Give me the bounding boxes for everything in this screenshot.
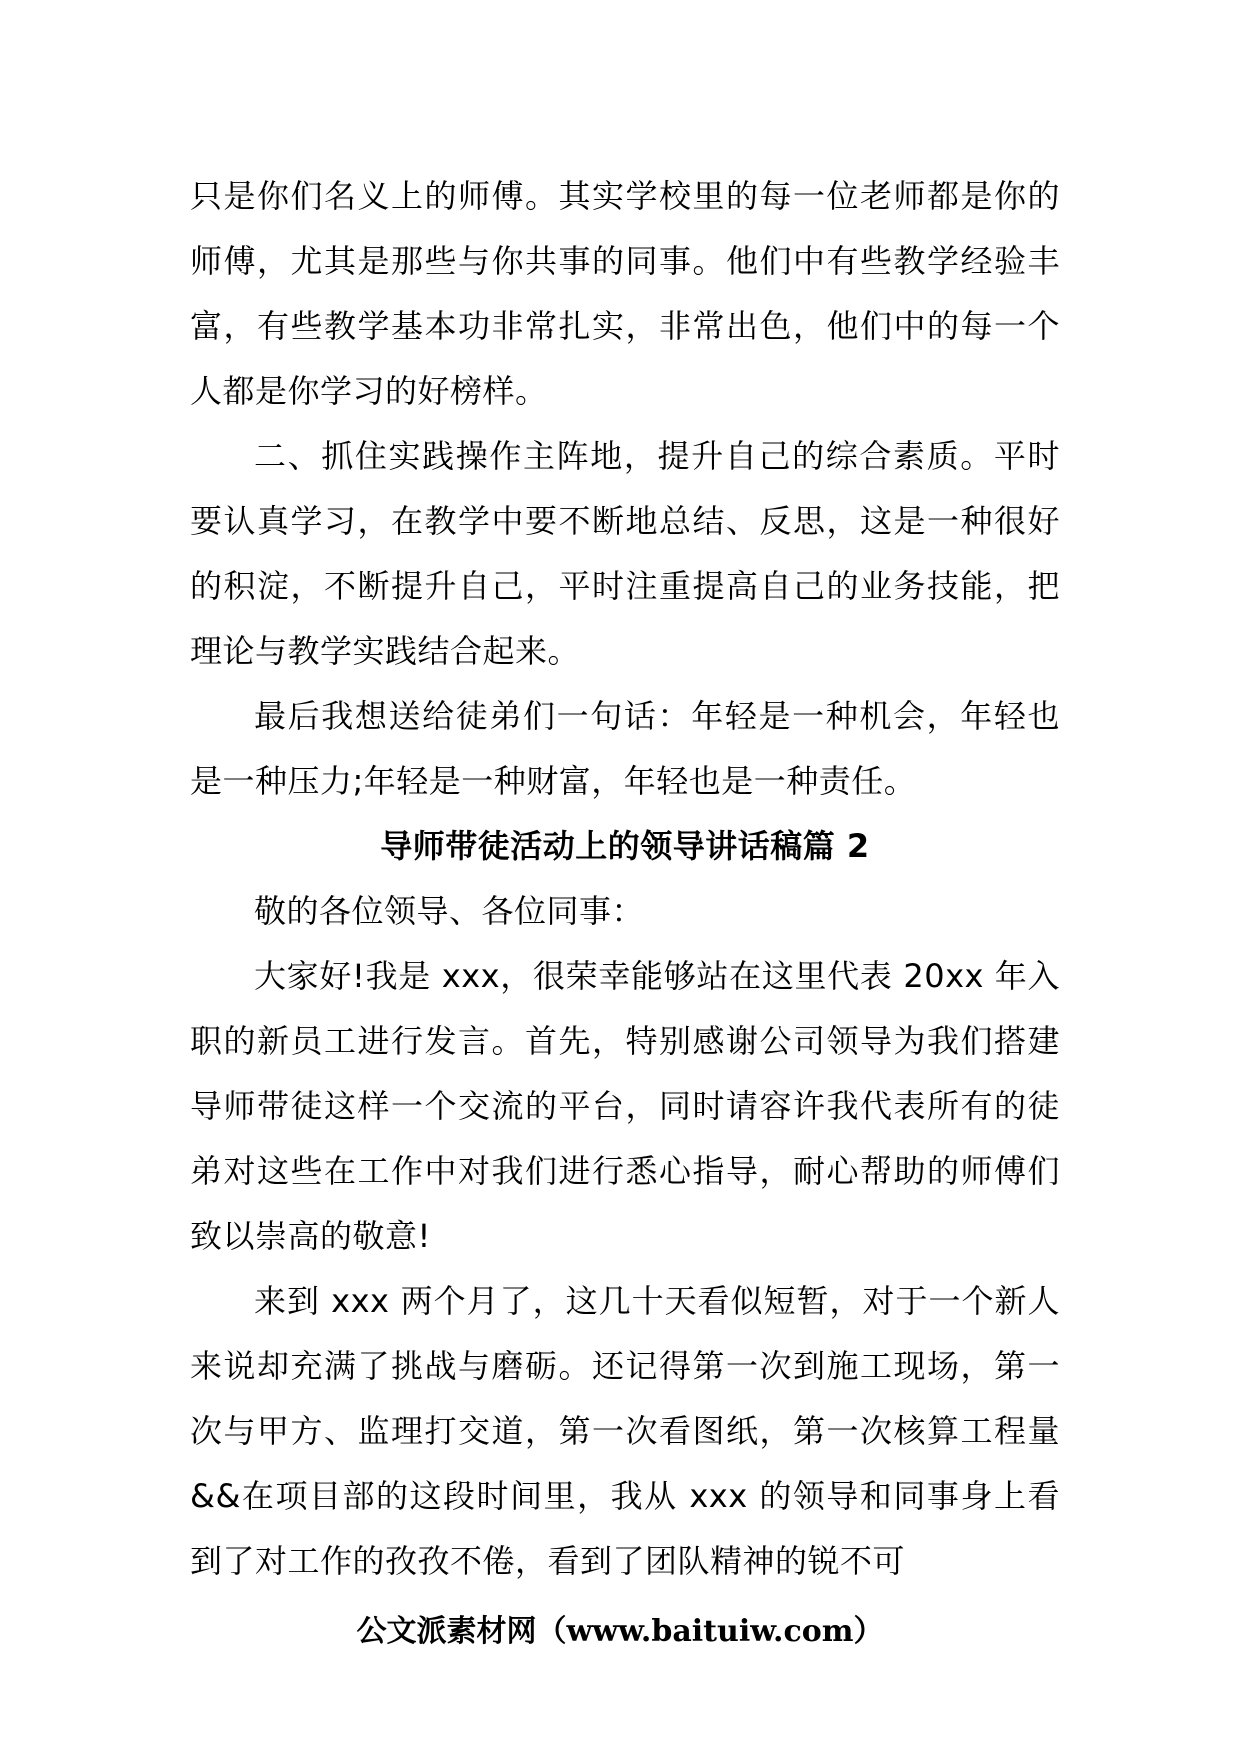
document-body xyxy=(190,164,1060,1594)
paragraph-3: 最后我想送给徒弟们一句话：年轻是一种机会，年轻也是一种压力;年轻是一种财富，年轻也是一种责任。 xyxy=(190,697,1060,800)
paragraph-2: 二、抓住实践操作主阵地，提升自己的综合素质。平时要认真学习，在教学中要不断地总结、反思，这是一种很好的积淀，不断提升自己，平时注重提高自己的业务技能，把理论与教学实践结合起来。 xyxy=(190,437,1060,670)
footer-source: 公文派素材网（www.baituiw.com） xyxy=(356,1614,884,1649)
paragraph-4: 敬的各位领导、各位同事： xyxy=(254,892,645,930)
paragraph-5: 大家好!我是 xxx，很荣幸能够站在这里代表 20xx 年入职的新员工进行发言。首先，特别感谢公司领导为我们搭建导师带徒这样一个交流的平台，同时请容许我代表所有的徒弟对这些在工作中对我们进行悉心指导，耐心帮助的师傅们致以崇高的敬意! xyxy=(190,957,1060,1255)
paragraph-6: 来到 xxx 两个月了，这几十天看似短暂，对于一个新人来说却充满了挑战与磨砺。还记得第一次到施工现场，第一次与甲方、监理打交道，第一次看图纸，第一次核算工程量&&在项目部的这段时间里，我从 xxx 的领导和同事身上看到了对工作的孜孜不倦，看到了团队精神的锐不可 xyxy=(190,1282,1060,1580)
section-title: 导师带徒活动上的领导讲话稿篇 2 xyxy=(380,827,870,865)
paragraph-1: 只是你们名义上的师傅。其实学校里的每一位老师都是你的师傅，尤其是那些与你共事的同事。他们中有些教学经验丰富，有些教学基本功非常扎实，非常出色，他们中的每一个人都是你学习的好榜样。 xyxy=(190,177,1060,410)
